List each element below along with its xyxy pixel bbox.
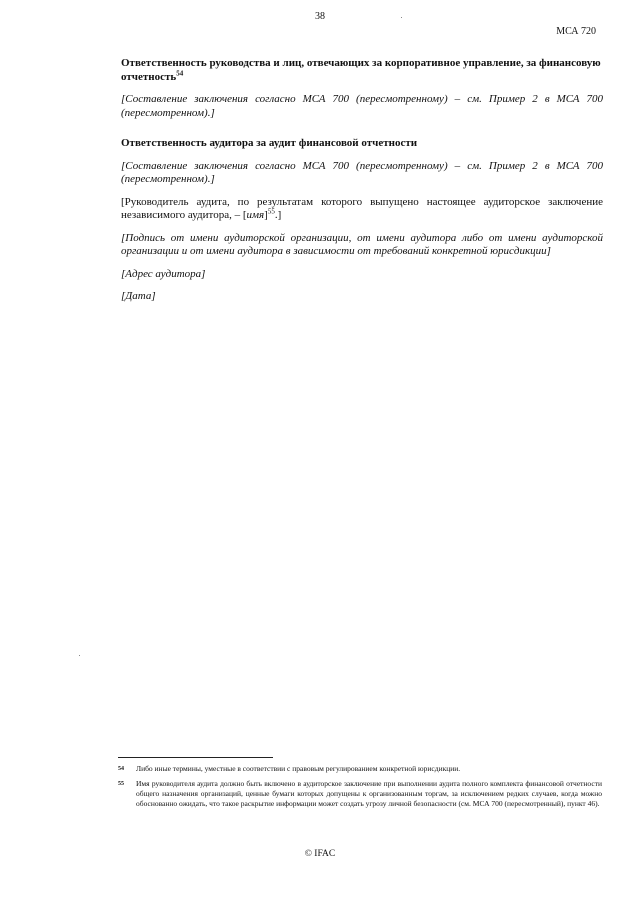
footnotes (118, 764, 602, 814)
footnote-54: 54 Либо иные термины, уместные в соответствии с правовым регулированием конкретной юрисдикции. (118, 764, 461, 773)
section-2-paragraph-1: [Составление заключения согласно МСА 700 (пересмотренному) – см. Пример 2 в МСА 700 (пересмотренном).] (121, 159, 603, 185)
copyright-footer: © IFAC (304, 849, 336, 859)
section-2-paragraph-engagement-partner: [Руководитель аудита, по результатам которого выпущено настоящее аудиторское заключение независимого аудитора, – [имя]$^{55}$.] (121, 195, 603, 221)
report-date: [Дата] (121, 290, 156, 302)
section-1-paragraph: [Составление заключения согласно МСА 700 (пересмотренному) – см. Пример 2 в МСА 700 (пересмотренном).] (121, 93, 603, 119)
section-heading-management-responsibility: Ответственность руководства и лиц, отвечающих за корпоративное управление, за финансовую отчетность$^{54}$ (121, 57, 601, 83)
standard-reference: МСА 720 (556, 26, 596, 37)
auditor-address: [Адрес аудитора] (121, 267, 206, 280)
page-number: 38 (315, 11, 325, 22)
section-2-paragraph-signature: [Подпись от имени аудиторской организации, от имени аудитора либо от имени аудиторской организации и от имени аудитора в зависимости от требований конкретной юрисдикции] (121, 231, 603, 257)
main-content (121, 57, 603, 313)
section-heading-auditor-responsibility: Ответственность аудитора за аудит финансовой отчетности (121, 137, 418, 149)
footnote-ref-54: 54 (176, 68, 184, 77)
footnote-ref-55: 55 (267, 207, 275, 216)
footnote-divider (118, 757, 273, 758)
footnote-55: 55 Имя руководителя аудита должно быть включено в аудиторское заключение при выполнении аудита полного комплекта финансовой отчетности общего назначения организаций, ценные бумаги которых допущены к организованным торгам, за исключением редких случаев, когда можно обоснованно ожидать, что такое раскрытие информации может создать угрозу личной безопасности (см. МСА 700 (пересмотренный), пункт 46). (118, 779, 602, 808)
